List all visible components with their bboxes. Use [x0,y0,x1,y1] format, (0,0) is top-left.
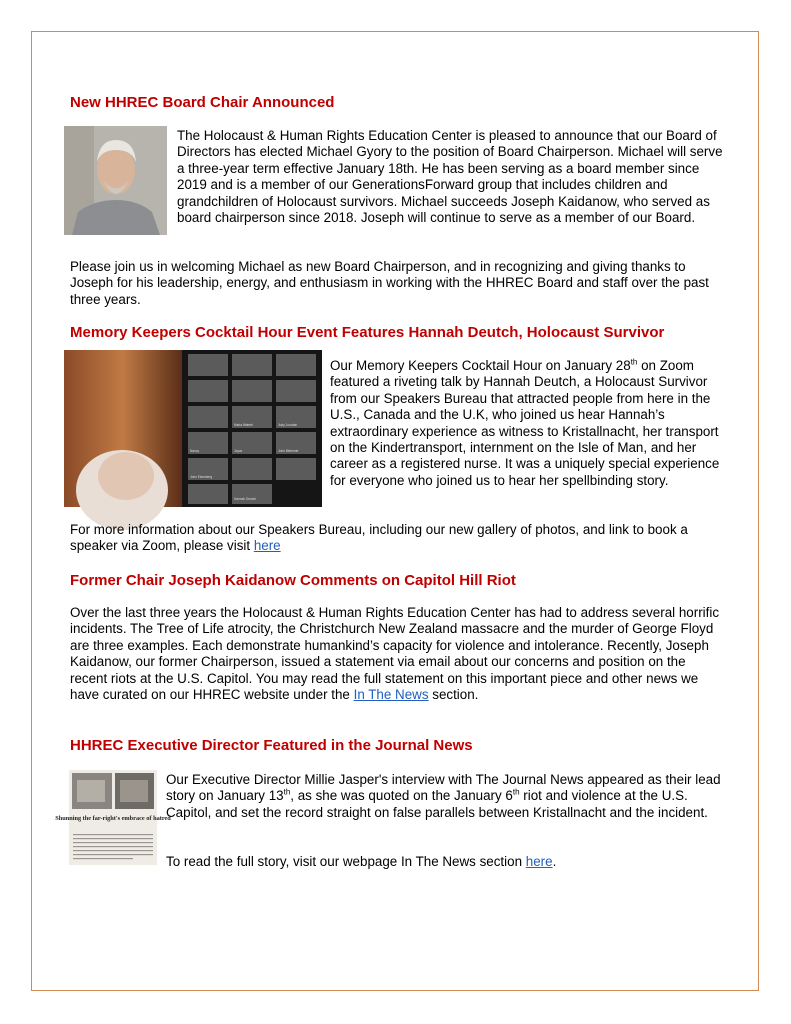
zoom-name-2: Judy Jourdan [278,423,298,427]
journal-news-paragraph-2: To read the full story, visit our webpage In The News section here. [166,854,557,869]
speakers-bureau-paragraph: For more information about our Speakers Bureau, including our new gallery of photos, and link to book a speaker via Zoom, please visit here [70,522,688,554]
board-chair-paragraph-2: Please join us in welcoming Michael as new Board Chairperson, and in recognizing and giving thanks to Joseph for his leadership, energy, and enthusiasm in working with the HHREC Board and staff over the past three years. [70,259,709,307]
speakers-bureau-link[interactable]: here [253,538,281,554]
zoom-name-7: Hannah Deutch [234,497,257,501]
journal-news-paragraph-1: Our Executive Director Millie Jasper's interview with The Journal News appeared as their lead story on January 13th, as she was quoted on the January 6th riot and violence at the U.S. Capitol, and set the record straight on false parallels between Kristallnacht and the incident. [166,772,721,820]
zoom-name-4: Joyce [234,449,243,453]
journal-news-link[interactable]: here [525,854,553,869]
newspaper-clipping [55,770,171,865]
clipping-headline: Shunning the far-right's embrace of hatred [55,815,171,822]
capitol-riot-heading: Former Chair Joseph Kaidanow Comments on Capitol Hill Riot [70,572,516,589]
zoom-name-5: John Blemmer [278,449,299,453]
capitol-riot-paragraph: Over the last three years the Holocaust & Human Rights Education Center has had to address several horrific incidents. The Tree of Life atrocity, the Christchurch New Zealand massacre and the murder of George Floyd are three examples. Each demonstrate humankind’s capacity for violence and intolerance. Recently, Joseph Kaidanow, our former Chairperson, issued a statement via email about our concerns and position on the recent riots at the U.S. Capitol. You may read the full statement on this important piece and other news we have curated on our HHREC website under the In The News section. [70,605,720,703]
board-chair-heading: New HHREC Board Chair Announced [70,94,335,111]
board-chair-paragraph-1: The Holocaust & Human Rights Education Center is pleased to announce that our Board of Directors has elected Michael Gyory to the position of Board Chairperson. Michael will serve a three-year term effective January 18th. He has been serving as a board member since 2019 and is a member of our GenerationsForward group that includes children and grandchildren of Holocaust survivors. Michael succeeds Joseph Kaidanow, who served as board chairperson since 2018. Joseph will continue to serve as a member of our Board. [177,128,723,226]
in-the-news-link[interactable]: In The News [353,687,429,703]
michael-gyory-photo [64,126,167,235]
journal-news-heading: HHREC Executive Director Featured in the Journal News [70,737,473,754]
zoom-name-1: Maria Waterb [234,423,254,427]
zoom-event-photo [64,350,322,507]
zoom-name-6: John Elsenberg [190,475,213,479]
zoom-name-3: Nancy [190,449,200,453]
memory-keepers-paragraph-1: Our Memory Keepers Cocktail Hour on January 28th on Zoom featured a riveting talk by Hannah Deutch, a Holocaust Survivor from our Speakers Bureau that attracted people from here in the U.S., Canada and the U.K, who joined us hear Hannah’s extraordinary experience as witness to Kristallnacht, her transport on the Kindertransport, internment on the Isle of Man, and her career as a registered nurse. It was a uniquely special experience for everyone who joined us to hear her spellbinding story. [330,357,720,488]
memory-keepers-heading: Memory Keepers Cocktail Hour Event Features Hannah Deutch, Holocaust Survivor [70,324,665,341]
